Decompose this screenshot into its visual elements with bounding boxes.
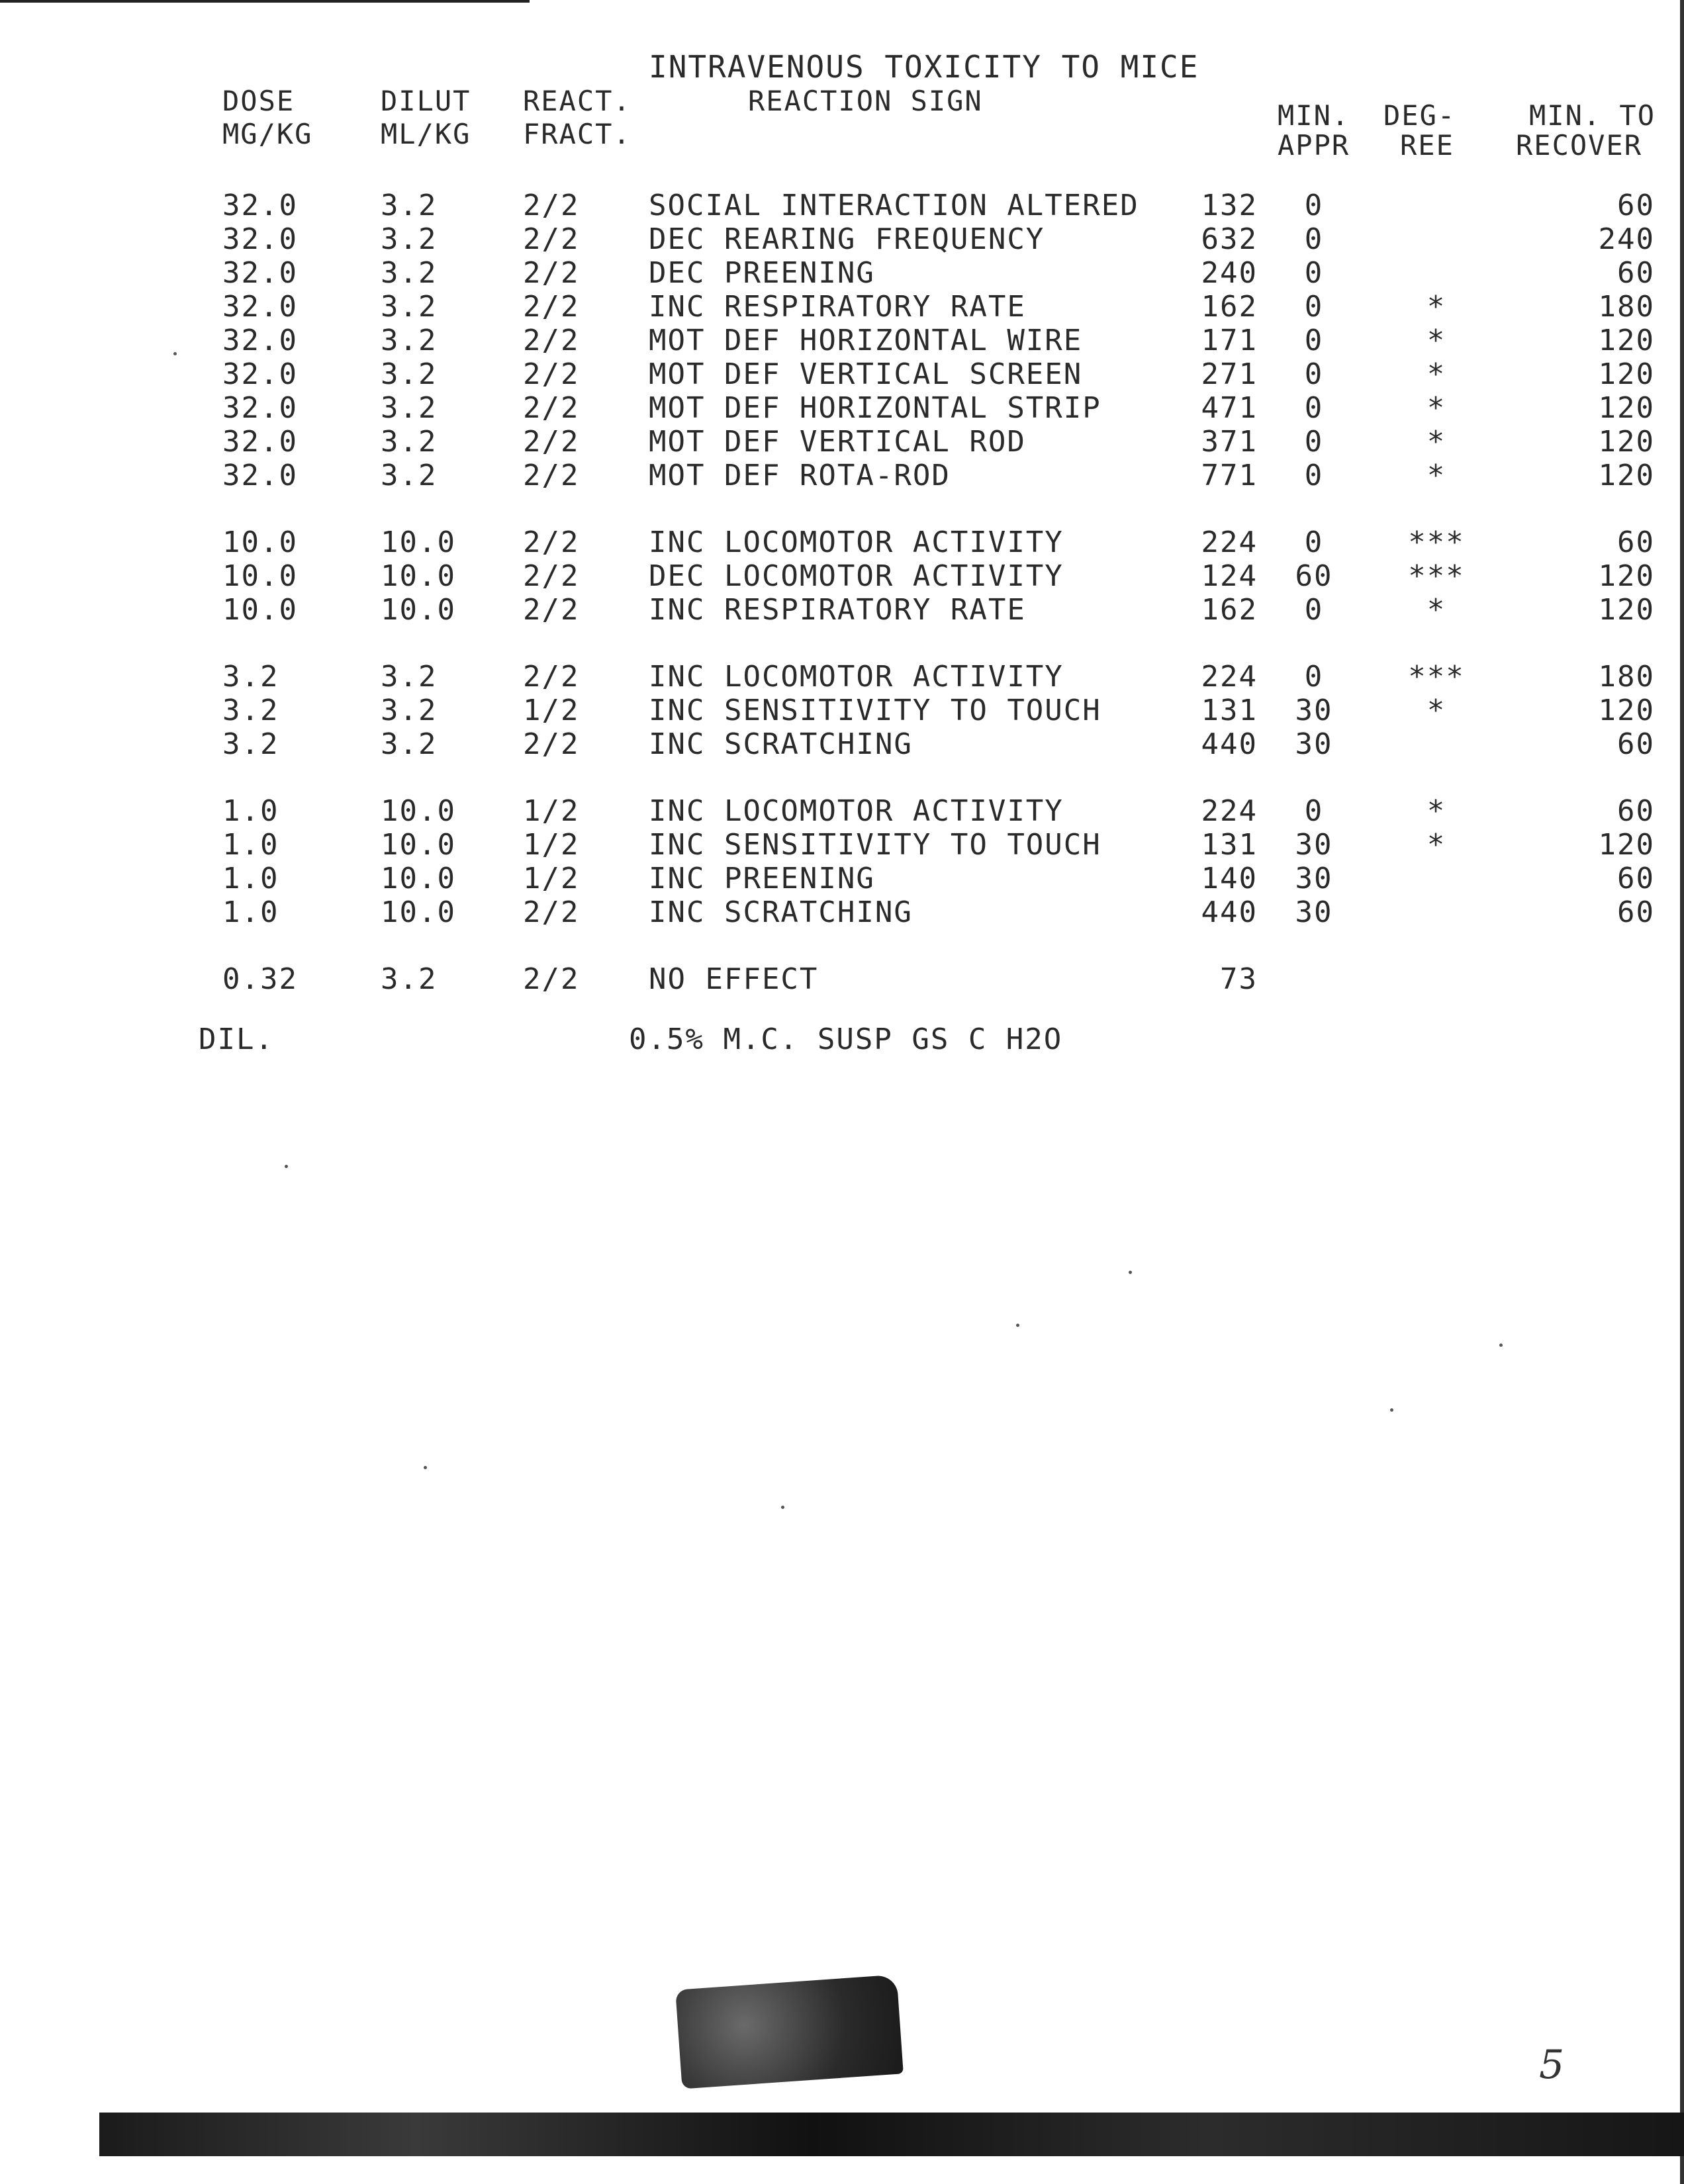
sign-code-cell: 271 (1201, 357, 1258, 391)
dose-cell: 3.2 (222, 694, 279, 727)
speck (285, 1165, 288, 1168)
table-row (0, 290, 1684, 324)
degree-cell: *** (1408, 660, 1465, 694)
sign-code-cell: 240 (1201, 256, 1258, 290)
min-appearance-cell: 0 (1304, 290, 1324, 324)
min-appearance-cell: 0 (1304, 593, 1324, 627)
sign-code-cell: 632 (1201, 222, 1258, 256)
dose-cell: 32.0 (222, 425, 298, 459)
min-recover-cell: 120 (1598, 324, 1655, 357)
sign-code-cell: 224 (1201, 525, 1258, 559)
diluent-label: DIL. (199, 1023, 274, 1056)
reaction-sign-cell: INC SENSITIVITY TO TOUCH (649, 828, 1101, 862)
table-row (0, 222, 1684, 257)
table-row (0, 559, 1684, 594)
degree-cell: * (1427, 391, 1446, 425)
dilution-cell: 10.0 (381, 559, 456, 593)
speck (1129, 1271, 1132, 1274)
speck (781, 1506, 784, 1509)
dilution-cell: 3.2 (381, 459, 438, 492)
min-appearance-cell: 0 (1304, 391, 1324, 425)
min-appearance-cell: 30 (1295, 828, 1333, 862)
sign-code-cell: 131 (1201, 828, 1258, 862)
header-reaction-sign: REACTION SIGN (748, 85, 983, 117)
dilution-cell: 3.2 (381, 425, 438, 459)
min-recover-cell: 60 (1617, 862, 1655, 895)
dilution-cell: 10.0 (381, 794, 456, 828)
sign-code-cell: 124 (1201, 559, 1258, 593)
degree-cell: * (1427, 828, 1446, 862)
reaction-sign-cell: INC RESPIRATORY RATE (649, 290, 1026, 324)
scan-edge-band (99, 2113, 1684, 2156)
min-recover-cell: 120 (1598, 694, 1655, 727)
reaction-sign-cell: MOT DEF VERTICAL SCREEN (649, 357, 1083, 391)
table-row (0, 459, 1684, 493)
dilution-cell: 3.2 (381, 391, 438, 425)
degree-cell: * (1427, 290, 1446, 324)
reaction-fraction-cell: 2/2 (523, 593, 580, 627)
dose-cell: 32.0 (222, 459, 298, 492)
reaction-fraction-cell: 2/2 (523, 425, 580, 459)
min-recover-cell: 120 (1598, 357, 1655, 391)
table-row (0, 324, 1684, 358)
reaction-sign-cell: INC SCRATCHING (649, 895, 913, 929)
header-appr-2: APPR (1278, 129, 1350, 161)
diluent-text: 0.5% M.C. SUSP GS C H2O (629, 1023, 1063, 1056)
sign-code-cell: 224 (1201, 794, 1258, 828)
sign-code-cell: 131 (1201, 694, 1258, 727)
reaction-sign-cell: MOT DEF ROTA-ROD (649, 459, 951, 492)
reaction-sign-cell: INC LOCOMOTOR ACTIVITY (649, 660, 1064, 694)
min-appearance-cell: 0 (1304, 357, 1324, 391)
table-row (0, 794, 1684, 829)
header-dose-2: MG/KG (222, 118, 313, 150)
min-recover-cell: 240 (1598, 222, 1655, 256)
min-appearance-cell: 0 (1304, 794, 1324, 828)
table-row (0, 593, 1684, 627)
reaction-sign-cell: NO EFFECT (649, 962, 819, 996)
dilution-cell: 3.2 (381, 290, 438, 324)
reaction-sign-cell: INC SCRATCHING (649, 727, 913, 761)
sign-code-cell: 371 (1201, 425, 1258, 459)
table-row (0, 727, 1684, 762)
min-appearance-cell: 0 (1304, 660, 1324, 694)
table-row (0, 660, 1684, 694)
dose-cell: 32.0 (222, 391, 298, 425)
min-recover-cell: 60 (1617, 256, 1655, 290)
reaction-sign-cell: DEC LOCOMOTOR ACTIVITY (649, 559, 1064, 593)
reaction-sign-cell: INC LOCOMOTOR ACTIVITY (649, 794, 1064, 828)
dose-cell: 32.0 (222, 357, 298, 391)
reaction-fraction-cell: 2/2 (523, 222, 580, 256)
reaction-fraction-cell: 2/2 (523, 290, 580, 324)
table-row (0, 189, 1684, 223)
min-appearance-cell: 30 (1295, 862, 1333, 895)
sign-code-cell: 440 (1201, 727, 1258, 761)
dilution-cell: 10.0 (381, 862, 456, 895)
reaction-fraction-cell: 2/2 (523, 391, 580, 425)
min-recover-cell: 60 (1617, 794, 1655, 828)
reaction-fraction-cell: 2/2 (523, 357, 580, 391)
dose-cell: 1.0 (222, 828, 279, 862)
sign-code-cell: 471 (1201, 391, 1258, 425)
dose-cell: 1.0 (222, 794, 279, 828)
degree-cell: * (1427, 459, 1446, 492)
degree-cell: * (1427, 593, 1446, 627)
header-dose-1: DOSE (222, 85, 295, 117)
page-number: 5 (1539, 2042, 1565, 2088)
reaction-fraction-cell: 2/2 (523, 962, 580, 996)
min-appearance-cell: 0 (1304, 324, 1324, 357)
table-row (0, 962, 1684, 997)
dose-cell: 10.0 (222, 593, 298, 627)
reaction-fraction-cell: 2/2 (523, 256, 580, 290)
header-appr-1: MIN. (1278, 99, 1350, 132)
header-recover-1: MIN. TO (1529, 99, 1656, 132)
dose-cell: 10.0 (222, 525, 298, 559)
dilution-cell: 3.2 (381, 189, 438, 222)
min-appearance-cell: 30 (1295, 727, 1333, 761)
min-recover-cell: 120 (1598, 828, 1655, 862)
dilution-cell: 3.2 (381, 727, 438, 761)
reaction-fraction-cell: 2/2 (523, 459, 580, 492)
reaction-sign-cell: INC SENSITIVITY TO TOUCH (649, 694, 1101, 727)
dilution-cell: 10.0 (381, 828, 456, 862)
min-appearance-cell: 30 (1295, 694, 1333, 727)
reaction-sign-cell: MOT DEF HORIZONTAL WIRE (649, 324, 1083, 357)
dilution-cell: 3.2 (381, 324, 438, 357)
header-dilut-2: ML/KG (381, 118, 471, 150)
min-appearance-cell: 30 (1295, 895, 1333, 929)
sign-code-cell: 162 (1201, 593, 1258, 627)
dilution-cell: 3.2 (381, 694, 438, 727)
dilution-cell: 3.2 (381, 962, 438, 996)
reaction-sign-cell: SOCIAL INTERACTION ALTERED (649, 189, 1139, 222)
reaction-fraction-cell: 1/2 (523, 694, 580, 727)
dilution-cell: 10.0 (381, 895, 456, 929)
header-degree-2: REE (1400, 129, 1454, 161)
reaction-fraction-cell: 2/2 (523, 660, 580, 694)
header-react-2: FRACT. (523, 118, 632, 150)
min-recover-cell: 180 (1598, 290, 1655, 324)
speck (173, 352, 177, 355)
min-recover-cell: 120 (1598, 391, 1655, 425)
dose-cell: 1.0 (222, 862, 279, 895)
reaction-sign-cell: MOT DEF HORIZONTAL STRIP (649, 391, 1101, 425)
min-recover-cell: 120 (1598, 559, 1655, 593)
table-row (0, 256, 1684, 291)
dose-cell: 3.2 (222, 727, 279, 761)
header-recover-2: RECOVER (1516, 129, 1643, 161)
report-title: INTRAVENOUS TOXICITY TO MICE (649, 49, 1199, 85)
dose-cell: 0.32 (222, 962, 298, 996)
min-appearance-cell: 0 (1304, 222, 1324, 256)
reaction-fraction-cell: 2/2 (523, 189, 580, 222)
degree-cell: * (1427, 794, 1446, 828)
min-appearance-cell: 0 (1304, 189, 1324, 222)
dilution-cell: 3.2 (381, 222, 438, 256)
dose-cell: 32.0 (222, 222, 298, 256)
reaction-sign-cell: INC LOCOMOTOR ACTIVITY (649, 525, 1064, 559)
table-row (0, 862, 1684, 896)
min-recover-cell: 120 (1598, 459, 1655, 492)
min-recover-cell: 120 (1598, 425, 1655, 459)
reaction-sign-cell: INC RESPIRATORY RATE (649, 593, 1026, 627)
dose-cell: 32.0 (222, 324, 298, 357)
dilution-cell: 10.0 (381, 593, 456, 627)
reaction-fraction-cell: 1/2 (523, 862, 580, 895)
degree-cell: * (1427, 425, 1446, 459)
reaction-fraction-cell: 1/2 (523, 828, 580, 862)
table-row (0, 694, 1684, 728)
min-recover-cell: 60 (1617, 895, 1655, 929)
top-rule (0, 0, 530, 3)
sign-code-cell: 73 (1220, 962, 1258, 996)
dilution-cell: 3.2 (381, 256, 438, 290)
ink-blot (675, 1974, 904, 2089)
dilution-cell: 10.0 (381, 525, 456, 559)
sign-code-cell: 224 (1201, 660, 1258, 694)
reaction-sign-cell: MOT DEF VERTICAL ROD (649, 425, 1026, 459)
dose-cell: 32.0 (222, 290, 298, 324)
reaction-fraction-cell: 2/2 (523, 895, 580, 929)
header-degree-1: DEG- (1383, 99, 1456, 132)
dilution-cell: 3.2 (381, 660, 438, 694)
speck (1390, 1408, 1393, 1412)
dose-cell: 32.0 (222, 256, 298, 290)
min-appearance-cell: 60 (1295, 559, 1333, 593)
table-row (0, 425, 1684, 459)
sign-code-cell: 771 (1201, 459, 1258, 492)
min-recover-cell: 120 (1598, 593, 1655, 627)
dilution-cell: 3.2 (381, 357, 438, 391)
sign-code-cell: 162 (1201, 290, 1258, 324)
min-appearance-cell: 0 (1304, 459, 1324, 492)
degree-cell: * (1427, 694, 1446, 727)
reaction-sign-cell: INC PREENING (649, 862, 875, 895)
degree-cell: *** (1408, 559, 1465, 593)
table-row (0, 391, 1684, 426)
table-row (0, 828, 1684, 862)
sign-code-cell: 140 (1201, 862, 1258, 895)
reaction-fraction-cell: 1/2 (523, 794, 580, 828)
min-appearance-cell: 0 (1304, 256, 1324, 290)
reaction-fraction-cell: 2/2 (523, 324, 580, 357)
reaction-sign-cell: DEC PREENING (649, 256, 875, 290)
sign-code-cell: 440 (1201, 895, 1258, 929)
table-row (0, 357, 1684, 392)
dose-cell: 1.0 (222, 895, 279, 929)
min-appearance-cell: 0 (1304, 425, 1324, 459)
min-recover-cell: 60 (1617, 189, 1655, 222)
reaction-fraction-cell: 2/2 (523, 559, 580, 593)
sign-code-cell: 171 (1201, 324, 1258, 357)
degree-cell: * (1427, 324, 1446, 357)
degree-cell: *** (1408, 525, 1465, 559)
table-row (0, 895, 1684, 930)
table-row (0, 525, 1684, 560)
speck (424, 1466, 427, 1469)
min-recover-cell: 180 (1598, 660, 1655, 694)
dose-cell: 32.0 (222, 189, 298, 222)
dose-cell: 10.0 (222, 559, 298, 593)
dose-cell: 3.2 (222, 660, 279, 694)
header-dilut-1: DILUT (381, 85, 471, 117)
min-appearance-cell: 0 (1304, 525, 1324, 559)
min-recover-cell: 60 (1617, 727, 1655, 761)
reaction-fraction-cell: 2/2 (523, 727, 580, 761)
header-react-1: REACT. (523, 85, 632, 117)
reaction-sign-cell: DEC REARING FREQUENCY (649, 222, 1045, 256)
speck (1499, 1343, 1503, 1347)
sign-code-cell: 132 (1201, 189, 1258, 222)
speck (1016, 1324, 1019, 1327)
min-recover-cell: 60 (1617, 525, 1655, 559)
degree-cell: * (1427, 357, 1446, 391)
reaction-fraction-cell: 2/2 (523, 525, 580, 559)
